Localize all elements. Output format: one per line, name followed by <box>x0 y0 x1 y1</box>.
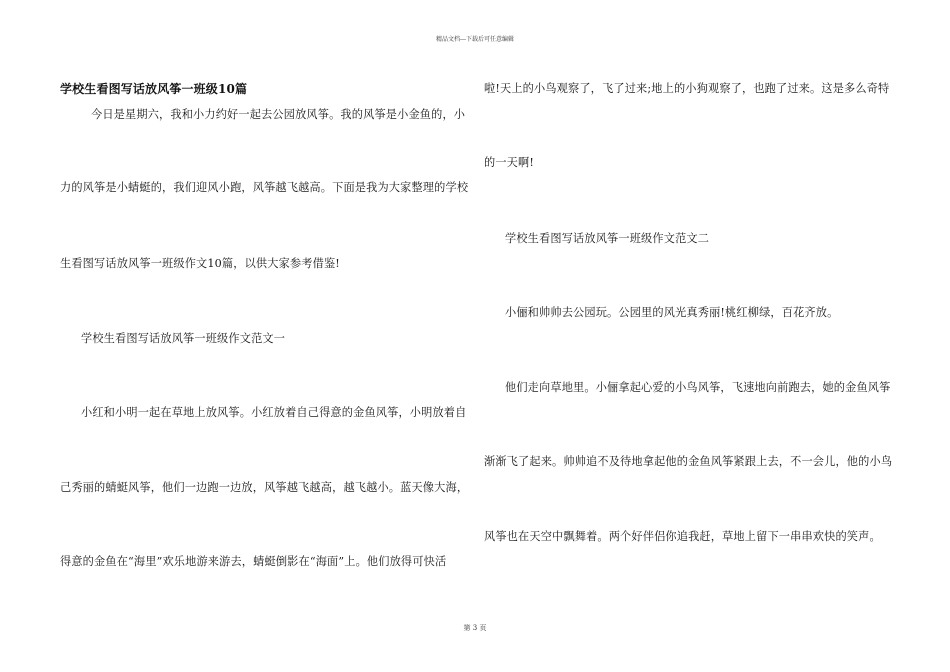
essay1-line-3: 得意的金鱼在“海里”欢乐地游来游去，蜻蜓倒影在“海面”上。他们放得可快活 <box>60 555 447 568</box>
essay1-line-1: 小红和小明一起在草地上放风筝。小红放着自己得意的金鱼风筝，小明放着自 <box>81 406 467 419</box>
section-heading-2: 学校生看图写话放风筝一班级作文范文二 <box>505 232 710 245</box>
right-column <box>484 0 894 672</box>
section-heading-1: 学校生看图写话放风筝一班级作文范文一 <box>81 332 286 345</box>
essay1-line-4: 啦!天上的小鸟观察了，飞了过来;地上的小狗观察了，也跑了过来。这是多么奇特 <box>484 82 890 95</box>
intro-line-2: 力的风筝是小蜻蜓的，我们迎风小跑，风筝越飞越高。下面是我为大家整理的学校 <box>60 181 469 194</box>
document-title: 学校生看图写话放风筝一班级10篇 <box>60 82 248 96</box>
essay2-line-2: 他们走向草地里。小俪拿起心爱的小鸟风筝，飞速地向前跑去，她的金鱼风筝 <box>505 381 891 394</box>
essay1-line-2: 己秀丽的蜻蜓风筝，他们一边跑一边放，风筝越飞越高，越飞越小。蓝天像大海， <box>60 481 469 494</box>
essay2-line-4: 风筝也在天空中飘舞着。两个好伴侣你追我赶，草地上留下一串串欢快的笑声。 <box>484 530 881 543</box>
essay2-line-1: 小俪和帅帅去公园玩。公园里的风光真秀丽!桃红柳绿，百花齐放。 <box>505 306 839 319</box>
header-note: 精品文档---下载后可任意编辑 <box>435 36 515 43</box>
essay2-line-3: 渐渐飞了起来。帅帅追不及待地拿起他的金鱼风筝紧跟上去，不一会儿，他的小鸟 <box>484 455 893 468</box>
essay1-line-5: 的一天啊! <box>484 156 534 169</box>
left-column <box>60 0 470 672</box>
intro-line-1: 今日是星期六，我和小力约好一起去公园放风筝。我的风筝是小金鱼的，小 <box>91 108 466 121</box>
page-number: 第 3 页 <box>463 624 487 632</box>
intro-line-3: 生看图写话放风筝一班级作文10篇，以供大家参考借鉴! <box>60 257 340 270</box>
